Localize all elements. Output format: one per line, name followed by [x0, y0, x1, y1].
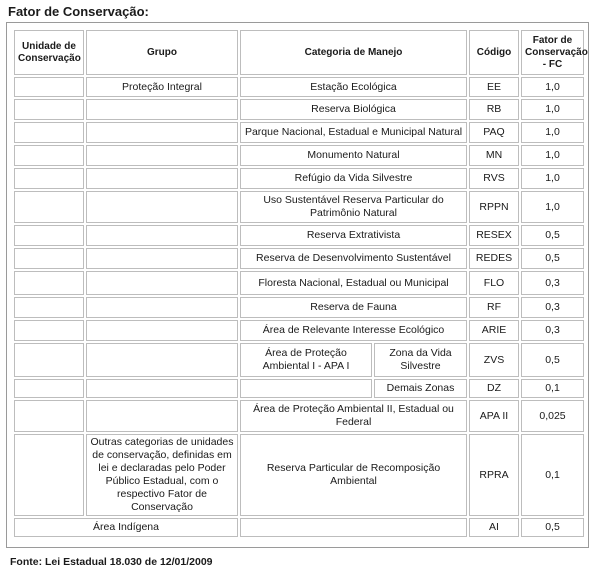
cell-grupo: [86, 145, 238, 166]
cell-codigo: EE: [469, 77, 519, 97]
cell-unidade: Área Indígena: [14, 518, 238, 537]
table-row: [14, 248, 584, 269]
cell-categoria: Reserva Particular de Recomposição Ambiental: [240, 434, 467, 516]
cell-codigo: DZ: [469, 379, 519, 398]
cell-unidade: [14, 271, 84, 295]
cell-unidade: [14, 297, 84, 318]
cell-fc: 1,0: [521, 145, 584, 166]
source-footnote: Fonte: Lei Estadual 18.030 de 12/01/2009: [10, 556, 213, 568]
cell-unidade: [14, 248, 84, 269]
cell-categoria: Uso Sustentável Reserva Particular do Patrimônio Natural: [240, 191, 467, 223]
cell-unidade: [14, 191, 84, 223]
cell-unidade: [14, 99, 84, 120]
cell-categoria: Refúgio da Vida Silvestre: [240, 168, 467, 189]
cell-fc: 0,3: [521, 271, 584, 295]
cell-categoria: Floresta Nacional, Estadual ou Municipal: [240, 271, 467, 295]
cell-grupo: [86, 168, 238, 189]
cell-unidade: [14, 320, 84, 341]
cell-grupo: [86, 191, 238, 223]
table-row: [14, 225, 584, 246]
cell-fc: 0,5: [521, 248, 584, 269]
table-row: [14, 145, 584, 166]
cell-grupo: Outras categorias de unidades de conservação, definidas em lei e declaradas pelo Poder Público Estadual, com o respectivo Fator de Conservação: [86, 434, 238, 516]
cell-unidade: [14, 122, 84, 143]
cell-fc: 0,3: [521, 297, 584, 318]
conservation-factor-table: [12, 28, 586, 539]
cell-categoria: Reserva Biológica: [240, 99, 467, 120]
cell-grupo: [86, 122, 238, 143]
cell-categoria-apa: Área de Proteção Ambiental I - APA I: [240, 343, 372, 377]
table-header-row: [14, 30, 584, 75]
cell-categoria: Reserva de Fauna: [240, 297, 467, 318]
header-fator: Fator de Conservação - FC: [521, 30, 584, 75]
cell-categoria: Reserva de Desenvolvimento Sustentável: [240, 248, 467, 269]
table-row: [14, 343, 584, 377]
cell-unidade: [14, 434, 84, 516]
cell-categoria-apa: [240, 379, 372, 398]
cell-codigo: ZVS: [469, 343, 519, 377]
cell-fc: 1,0: [521, 77, 584, 97]
cell-categoria: Parque Nacional, Estadual e Municipal Natural: [240, 122, 467, 143]
table-row: [14, 99, 584, 120]
table-row: [14, 379, 584, 398]
cell-fc: 0,5: [521, 343, 584, 377]
cell-unidade: [14, 168, 84, 189]
cell-codigo: RVS: [469, 168, 519, 189]
table-row: [14, 320, 584, 341]
cell-grupo: [86, 400, 238, 432]
cell-fc: 1,0: [521, 99, 584, 120]
cell-codigo: RPPN: [469, 191, 519, 223]
cell-fc: 0,025: [521, 400, 584, 432]
cell-grupo: [86, 320, 238, 341]
cell-fc: 0,1: [521, 434, 584, 516]
header-codigo: Código: [469, 30, 519, 75]
header-grupo: Grupo: [86, 30, 238, 75]
table-row: [14, 434, 584, 516]
cell-codigo: AI: [469, 518, 519, 537]
cell-codigo: RESEX: [469, 225, 519, 246]
table-row: [14, 400, 584, 432]
cell-fc: 0,3: [521, 320, 584, 341]
table-row: [14, 271, 584, 295]
table-row: [14, 168, 584, 189]
cell-grupo: [86, 379, 238, 398]
cell-codigo: FLO: [469, 271, 519, 295]
cell-codigo: REDES: [469, 248, 519, 269]
page-title: Fator de Conservação:: [8, 4, 149, 19]
cell-codigo: ARIE: [469, 320, 519, 341]
cell-fc: 1,0: [521, 122, 584, 143]
table-row: [14, 297, 584, 318]
cell-codigo: APA II: [469, 400, 519, 432]
cell-grupo: [86, 99, 238, 120]
cell-categoria: Área de Proteção Ambiental II, Estadual ou Federal: [240, 400, 467, 432]
cell-unidade: [14, 77, 84, 97]
cell-unidade: [14, 379, 84, 398]
cell-categoria: Reserva Extrativista: [240, 225, 467, 246]
cell-codigo: RPRA: [469, 434, 519, 516]
header-categoria: Categoria de Manejo: [240, 30, 467, 75]
cell-grupo: Proteção Integral: [86, 77, 238, 97]
cell-grupo: [86, 248, 238, 269]
table-row: [14, 77, 584, 97]
cell-categoria: Área de Relevante Interesse Ecológico: [240, 320, 467, 341]
cell-fc: 0,5: [521, 518, 584, 537]
cell-fc: 0,1: [521, 379, 584, 398]
cell-unidade: [14, 343, 84, 377]
cell-subcategoria: Zona da Vida Silvestre: [374, 343, 467, 377]
cell-categoria: Estação Ecológica: [240, 77, 467, 97]
cell-codigo: PAQ: [469, 122, 519, 143]
cell-subcategoria: Demais Zonas: [374, 379, 467, 398]
cell-grupo: [86, 343, 238, 377]
table-row: [14, 518, 584, 537]
cell-unidade: [14, 400, 84, 432]
cell-codigo: RF: [469, 297, 519, 318]
cell-fc: 1,0: [521, 191, 584, 223]
cell-categoria: Monumento Natural: [240, 145, 467, 166]
cell-unidade: [14, 225, 84, 246]
cell-codigo: RB: [469, 99, 519, 120]
cell-fc: 1,0: [521, 168, 584, 189]
table-row: [14, 191, 584, 223]
cell-grupo: [86, 297, 238, 318]
cell-categoria: [240, 518, 467, 537]
cell-unidade: [14, 145, 84, 166]
table-row: [14, 122, 584, 143]
cell-codigo: MN: [469, 145, 519, 166]
cell-grupo: [86, 225, 238, 246]
cell-fc: 0,5: [521, 225, 584, 246]
header-unidade: Unidade de Conservação: [14, 30, 84, 75]
cell-grupo: [86, 271, 238, 295]
